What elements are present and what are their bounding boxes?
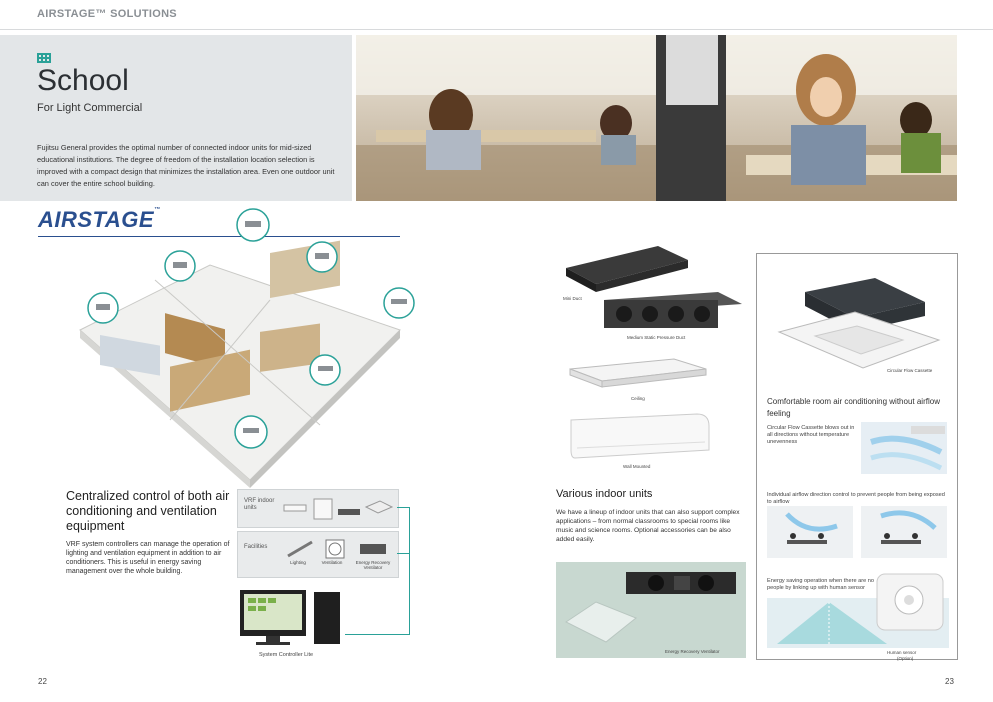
erv-image <box>556 562 746 658</box>
building-icon <box>37 53 51 63</box>
ceiling-unit-image <box>566 355 711 395</box>
connector-line <box>409 507 410 634</box>
airflow-image <box>861 422 947 474</box>
control-title: Centralized control of both air conditioning and ventilation equipment <box>66 489 230 533</box>
mini-duct-label: Mini Duct <box>563 296 582 301</box>
facility-erv: Energy Recovery Ventilator <box>355 560 391 570</box>
wall-mounted-label: Wall Mounted <box>623 464 651 469</box>
page-number-right: 23 <box>945 677 954 686</box>
classroom-photo <box>356 35 957 201</box>
section-header: AIRSTAGE™ SOLUTIONS <box>37 8 177 20</box>
logo-text: AIRSTAGE <box>38 207 155 232</box>
feature-heading-3: Energy saving operation when there are no people by linking up with human sensor <box>767 578 874 591</box>
logo-tm: ™ <box>154 207 161 213</box>
airflow-direction-image-2 <box>861 506 947 558</box>
connector-line <box>397 507 409 508</box>
sensor-label: Human sensor <box>887 650 917 655</box>
page-subtitle: For Light Commercial <box>37 102 143 114</box>
indoor-units-title: Various indoor units <box>556 488 653 500</box>
wall-mounted-image <box>567 410 712 462</box>
page-number-left: 22 <box>38 677 47 686</box>
connector-line <box>345 634 410 635</box>
erv-label: Energy Recovery Ventilator <box>665 649 720 654</box>
control-text: VRF system controllers can manage the operation of lighting and ventilation equipment in addition to air conditioners. This is useful in energy saving management over the whole building. <box>66 541 230 575</box>
cassette-label: Circular Flow Cassette <box>887 368 933 373</box>
facilities-label: Facilities <box>244 544 268 550</box>
page-title: School <box>37 64 129 97</box>
facility-ventilation: Ventilation <box>321 560 343 565</box>
vrf-label: VRF indoor units <box>244 498 275 511</box>
medium-duct-label: Medium Static Pressure Duct <box>627 335 686 340</box>
connector-line <box>397 553 409 554</box>
airflow-direction-image-1 <box>767 506 853 558</box>
controller-label: System Controller Lite <box>258 652 314 658</box>
facility-lighting: Lighting <box>290 560 306 565</box>
features-panel <box>756 253 958 660</box>
feature-heading-1: Comfortable room air conditioning without airflow feeling <box>767 397 940 418</box>
ceiling-unit-label: Ceiling <box>631 396 645 401</box>
indoor-units-text: We have a lineup of indoor units that can also support complex applications – from normal classrooms to special rooms like music and science rooms. Optional accessories can be also added easily. <box>556 509 740 543</box>
sensor-unit-image <box>875 572 945 632</box>
vrf-units-box <box>237 489 399 528</box>
sensor-option: (Option) <box>897 656 914 661</box>
facilities-box <box>237 531 399 578</box>
circular-cassette-image <box>775 272 943 372</box>
system-controller-computer <box>236 588 346 648</box>
facilities-icons <box>284 536 394 560</box>
unit-callouts <box>85 207 420 452</box>
intro-paragraph: Fujitsu General provides the optimal number of connected indoor units for mid-sized educational institutions. The degree of freedom of the installation location selection is improved with a compact design that minimizes the installation area. Even one outdoor unit can cover the entire school building. <box>37 143 335 188</box>
medium-duct-image <box>600 288 745 333</box>
vrf-units-icons <box>282 495 394 523</box>
feature-heading-2: Individual airflow direction control to prevent people from being exposed to airflow <box>767 492 945 505</box>
header-divider <box>0 29 993 30</box>
feature-text-1: Circular Flow Cassette blows out in all directions without temperature unevenness <box>767 425 855 445</box>
